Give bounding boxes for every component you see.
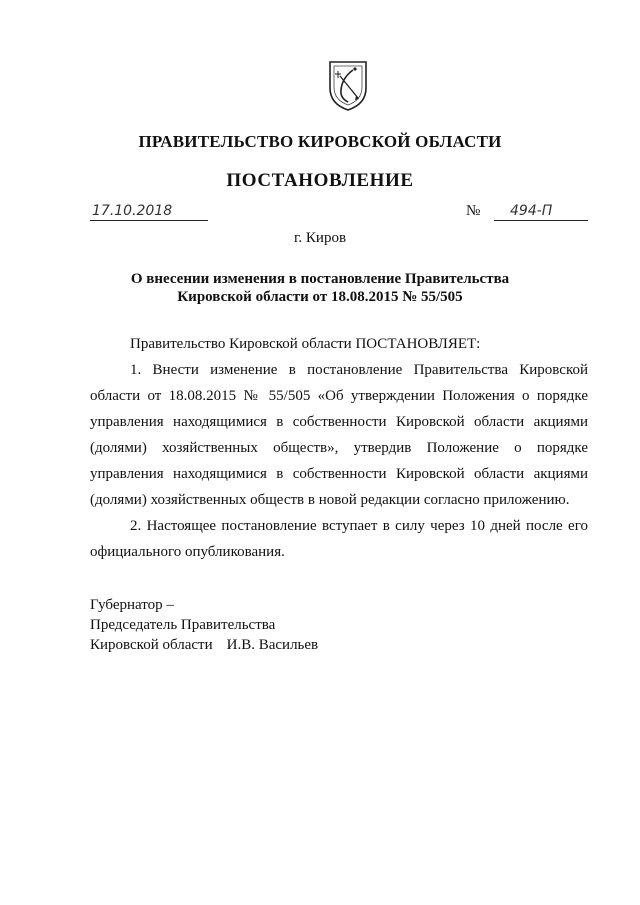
- signatory-name: И.В. Васильев: [226, 637, 319, 653]
- heading-line-1: О внесении изменения в постановление Правительства: [130, 271, 510, 287]
- date-field: [90, 202, 208, 221]
- signature-line-1: Губернатор –: [90, 597, 174, 613]
- document-type-title: ПОСТАНОВЛЕНИЕ: [226, 170, 414, 191]
- signature-block: [90, 595, 318, 655]
- government-title: ПРАВИТЕЛЬСТВО КИРОВСКОЙ ОБЛАСТИ: [138, 132, 502, 151]
- item-1-paragraph: 1. Внести изменение в постановление Правительства Кировской области от 18.08.2015 № 55/505 «Об утверждении Положения о порядке управления находящимися в собственности Кировской области акциями (долями) хозяйственных обществ», утвердив Положение о порядке управления находящимися в собственности Кировской области акциями (долями) хозяйственных обществ в новой редакции согласно приложению.: [90, 362, 588, 508]
- signature-org: Кировской области: [90, 637, 213, 653]
- handwritten-date: 17.10.2018: [92, 203, 173, 219]
- signature-line-2: Председатель Правительства: [90, 617, 276, 633]
- document-heading: [0, 270, 640, 306]
- number-label: №: [466, 203, 481, 219]
- intro-paragraph: Правительство Кировской области ПОСТАНОВЛЯЕТ:: [130, 336, 481, 352]
- document-body: [90, 331, 588, 565]
- heading-line-2: Кировской области от 18.08.2015 № 55/505: [177, 289, 463, 305]
- signature-line-3: [90, 635, 318, 655]
- number-field: [494, 202, 588, 221]
- item-2-paragraph: 2. Настоящее постановление вступает в силу через 10 дней после его официального опубликования.: [90, 518, 588, 560]
- city-label: г. Киров: [293, 230, 347, 246]
- handwritten-number: 494-П: [510, 203, 553, 219]
- coat-of-arms-icon: [326, 58, 370, 112]
